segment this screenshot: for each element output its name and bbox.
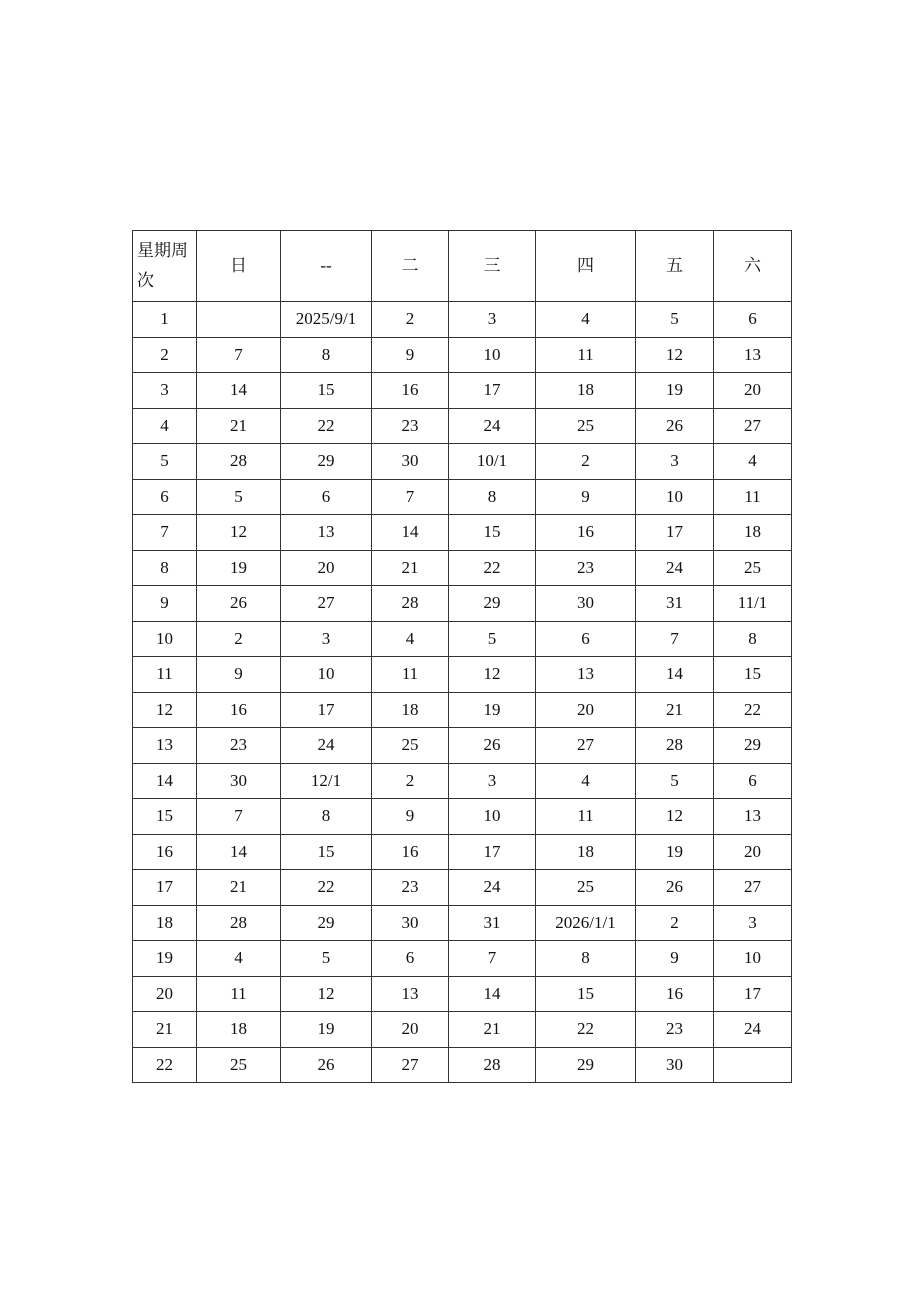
date-cell: 16: [197, 692, 281, 728]
date-cell: 20: [281, 550, 372, 586]
date-cell: 30: [536, 586, 636, 622]
week-number-cell: 10: [133, 621, 197, 657]
date-cell: 10/1: [449, 444, 536, 480]
date-cell: 11/1: [714, 586, 792, 622]
date-cell: 3: [636, 444, 714, 480]
date-cell: 18: [197, 1012, 281, 1048]
week-number-cell: 14: [133, 763, 197, 799]
date-cell: 17: [449, 373, 536, 409]
date-cell: 19: [636, 834, 714, 870]
date-cell: 26: [281, 1047, 372, 1083]
date-cell: 2: [636, 905, 714, 941]
date-cell: 8: [281, 337, 372, 373]
date-cell: 5: [449, 621, 536, 657]
date-cell: 27: [281, 586, 372, 622]
date-cell: 27: [372, 1047, 449, 1083]
date-cell: 29: [714, 728, 792, 764]
table-row: [133, 728, 792, 764]
date-cell: 5: [281, 941, 372, 977]
date-cell: 22: [281, 870, 372, 906]
date-cell: 23: [636, 1012, 714, 1048]
date-cell: 2: [372, 302, 449, 338]
date-cell: 14: [197, 834, 281, 870]
header-day-wednesday: 三: [449, 231, 536, 302]
date-cell: 4: [536, 763, 636, 799]
date-cell: 12: [636, 799, 714, 835]
date-cell: 14: [197, 373, 281, 409]
date-cell: 31: [636, 586, 714, 622]
header-day-tuesday: 二: [372, 231, 449, 302]
week-number-cell: 6: [133, 479, 197, 515]
date-cell: 26: [636, 870, 714, 906]
date-cell: 21: [197, 870, 281, 906]
table-row: [133, 1012, 792, 1048]
header-day-saturday: 六: [714, 231, 792, 302]
week-number-cell: 18: [133, 905, 197, 941]
header-day-thursday: 四: [536, 231, 636, 302]
date-cell: 13: [714, 337, 792, 373]
date-cell: 25: [197, 1047, 281, 1083]
header-day-friday: 五: [636, 231, 714, 302]
week-number-cell: 5: [133, 444, 197, 480]
date-cell: 16: [636, 976, 714, 1012]
week-number-cell: 15: [133, 799, 197, 835]
date-cell: 19: [449, 692, 536, 728]
date-cell: 17: [281, 692, 372, 728]
date-cell: 2026/1/1: [536, 905, 636, 941]
date-cell: 14: [449, 976, 536, 1012]
date-cell: 12: [197, 515, 281, 551]
date-cell: 21: [372, 550, 449, 586]
date-cell: 8: [714, 621, 792, 657]
date-cell: 23: [197, 728, 281, 764]
date-cell: 26: [636, 408, 714, 444]
week-number-cell: 12: [133, 692, 197, 728]
date-cell: 3: [449, 302, 536, 338]
date-cell: 18: [536, 373, 636, 409]
date-cell: 15: [536, 976, 636, 1012]
date-cell: 15: [281, 834, 372, 870]
date-cell: 24: [449, 870, 536, 906]
date-cell: 30: [372, 444, 449, 480]
date-cell: 15: [449, 515, 536, 551]
date-cell: 3: [281, 621, 372, 657]
table-row: [133, 1047, 792, 1083]
date-cell: 16: [372, 834, 449, 870]
date-cell: 5: [197, 479, 281, 515]
week-number-cell: 20: [133, 976, 197, 1012]
table-row: [133, 444, 792, 480]
date-cell: 24: [714, 1012, 792, 1048]
date-cell: 3: [714, 905, 792, 941]
date-cell: 10: [636, 479, 714, 515]
date-cell: 18: [372, 692, 449, 728]
table-row: [133, 976, 792, 1012]
date-cell: 25: [536, 408, 636, 444]
header-day-sunday: 日: [197, 231, 281, 302]
week-number-cell: 2: [133, 337, 197, 373]
date-cell: 20: [536, 692, 636, 728]
date-cell: 17: [636, 515, 714, 551]
date-cell: 29: [536, 1047, 636, 1083]
date-cell: 4: [536, 302, 636, 338]
date-cell: 20: [714, 834, 792, 870]
semester-calendar-table: [132, 230, 792, 1083]
date-cell: 28: [449, 1047, 536, 1083]
week-number-cell: 11: [133, 657, 197, 693]
date-cell: 6: [372, 941, 449, 977]
date-cell: 7: [372, 479, 449, 515]
date-cell: 27: [714, 408, 792, 444]
header-row: [133, 231, 792, 302]
date-cell: 28: [636, 728, 714, 764]
corner-header-cell: [133, 231, 197, 302]
date-cell: 31: [449, 905, 536, 941]
date-cell: 19: [636, 373, 714, 409]
date-cell: 30: [636, 1047, 714, 1083]
date-cell: 24: [281, 728, 372, 764]
date-cell: 28: [372, 586, 449, 622]
date-cell: 22: [281, 408, 372, 444]
week-number-cell: 4: [133, 408, 197, 444]
date-cell: 13: [536, 657, 636, 693]
table-row: [133, 657, 792, 693]
header-day-monday: --: [281, 231, 372, 302]
date-cell: 17: [714, 976, 792, 1012]
date-cell: 12: [636, 337, 714, 373]
date-cell: 9: [372, 799, 449, 835]
week-number-cell: 22: [133, 1047, 197, 1083]
week-number-cell: 21: [133, 1012, 197, 1048]
date-cell: 21: [449, 1012, 536, 1048]
corner-label-line2: 次: [137, 271, 154, 290]
table-row: [133, 479, 792, 515]
date-cell: 24: [449, 408, 536, 444]
date-cell: 25: [714, 550, 792, 586]
date-cell: 8: [449, 479, 536, 515]
date-cell: 15: [281, 373, 372, 409]
date-cell: 14: [636, 657, 714, 693]
date-cell: 7: [449, 941, 536, 977]
table-row: [133, 373, 792, 409]
date-cell: 12: [281, 976, 372, 1012]
table-row: [133, 337, 792, 373]
week-number-cell: 16: [133, 834, 197, 870]
date-cell: 26: [197, 586, 281, 622]
date-cell: 11: [536, 337, 636, 373]
table-row: [133, 586, 792, 622]
date-cell: 29: [449, 586, 536, 622]
date-cell: 17: [449, 834, 536, 870]
date-cell: 11: [372, 657, 449, 693]
date-cell: 13: [281, 515, 372, 551]
date-cell: 30: [372, 905, 449, 941]
date-cell: 22: [536, 1012, 636, 1048]
date-cell: 13: [714, 799, 792, 835]
date-cell: 23: [372, 408, 449, 444]
date-cell: 2: [197, 621, 281, 657]
date-cell: 11: [714, 479, 792, 515]
week-number-cell: 8: [133, 550, 197, 586]
date-cell: 25: [372, 728, 449, 764]
week-number-cell: 3: [133, 373, 197, 409]
date-cell: [714, 1047, 792, 1083]
table-row: [133, 763, 792, 799]
date-cell: 21: [197, 408, 281, 444]
week-number-cell: 1: [133, 302, 197, 338]
table-row: [133, 692, 792, 728]
date-cell: 4: [714, 444, 792, 480]
date-cell: 2: [536, 444, 636, 480]
date-cell: 8: [536, 941, 636, 977]
date-cell: 7: [197, 799, 281, 835]
date-cell: 9: [372, 337, 449, 373]
date-cell: 10: [449, 337, 536, 373]
date-cell: 6: [714, 302, 792, 338]
date-cell: 23: [536, 550, 636, 586]
date-cell: 20: [714, 373, 792, 409]
date-cell: 18: [536, 834, 636, 870]
table-row: [133, 408, 792, 444]
date-cell: 19: [281, 1012, 372, 1048]
week-number-cell: 17: [133, 870, 197, 906]
date-cell: 4: [197, 941, 281, 977]
table-row: [133, 302, 792, 338]
date-cell: 27: [536, 728, 636, 764]
date-cell: 11: [536, 799, 636, 835]
date-cell: 29: [281, 444, 372, 480]
date-cell: 6: [714, 763, 792, 799]
date-cell: 11: [197, 976, 281, 1012]
date-cell: 3: [449, 763, 536, 799]
week-number-cell: 7: [133, 515, 197, 551]
date-cell: 27: [714, 870, 792, 906]
date-cell: 19: [197, 550, 281, 586]
date-cell: 7: [197, 337, 281, 373]
date-cell: 29: [281, 905, 372, 941]
date-cell: 20: [372, 1012, 449, 1048]
date-cell: 2025/9/1: [281, 302, 372, 338]
table-row: [133, 941, 792, 977]
date-cell: 22: [714, 692, 792, 728]
date-cell: 2: [372, 763, 449, 799]
date-cell: 15: [714, 657, 792, 693]
date-cell: 12/1: [281, 763, 372, 799]
date-cell: 9: [536, 479, 636, 515]
date-cell: 10: [714, 941, 792, 977]
table-row: [133, 515, 792, 551]
date-cell: 21: [636, 692, 714, 728]
week-number-cell: 19: [133, 941, 197, 977]
table-row: [133, 905, 792, 941]
date-cell: 30: [197, 763, 281, 799]
date-cell: 28: [197, 905, 281, 941]
date-cell: 22: [449, 550, 536, 586]
date-cell: 16: [536, 515, 636, 551]
date-cell: 6: [281, 479, 372, 515]
date-cell: 4: [372, 621, 449, 657]
date-cell: 5: [636, 763, 714, 799]
table-row: [133, 550, 792, 586]
week-number-cell: 13: [133, 728, 197, 764]
date-cell: 26: [449, 728, 536, 764]
date-cell: 10: [281, 657, 372, 693]
date-cell: 28: [197, 444, 281, 480]
date-cell: 12: [449, 657, 536, 693]
table-row: [133, 799, 792, 835]
table-row: [133, 834, 792, 870]
date-cell: 8: [281, 799, 372, 835]
date-cell: 23: [372, 870, 449, 906]
date-cell: 13: [372, 976, 449, 1012]
date-cell: 6: [536, 621, 636, 657]
table-row: [133, 870, 792, 906]
date-cell: 25: [536, 870, 636, 906]
date-cell: [197, 302, 281, 338]
date-cell: 10: [449, 799, 536, 835]
date-cell: 9: [197, 657, 281, 693]
date-cell: 18: [714, 515, 792, 551]
date-cell: 14: [372, 515, 449, 551]
date-cell: 5: [636, 302, 714, 338]
week-number-cell: 9: [133, 586, 197, 622]
date-cell: 7: [636, 621, 714, 657]
date-cell: 16: [372, 373, 449, 409]
corner-label-line1: 星期周: [137, 241, 188, 261]
date-cell: 9: [636, 941, 714, 977]
date-cell: 24: [636, 550, 714, 586]
table-row: [133, 621, 792, 657]
